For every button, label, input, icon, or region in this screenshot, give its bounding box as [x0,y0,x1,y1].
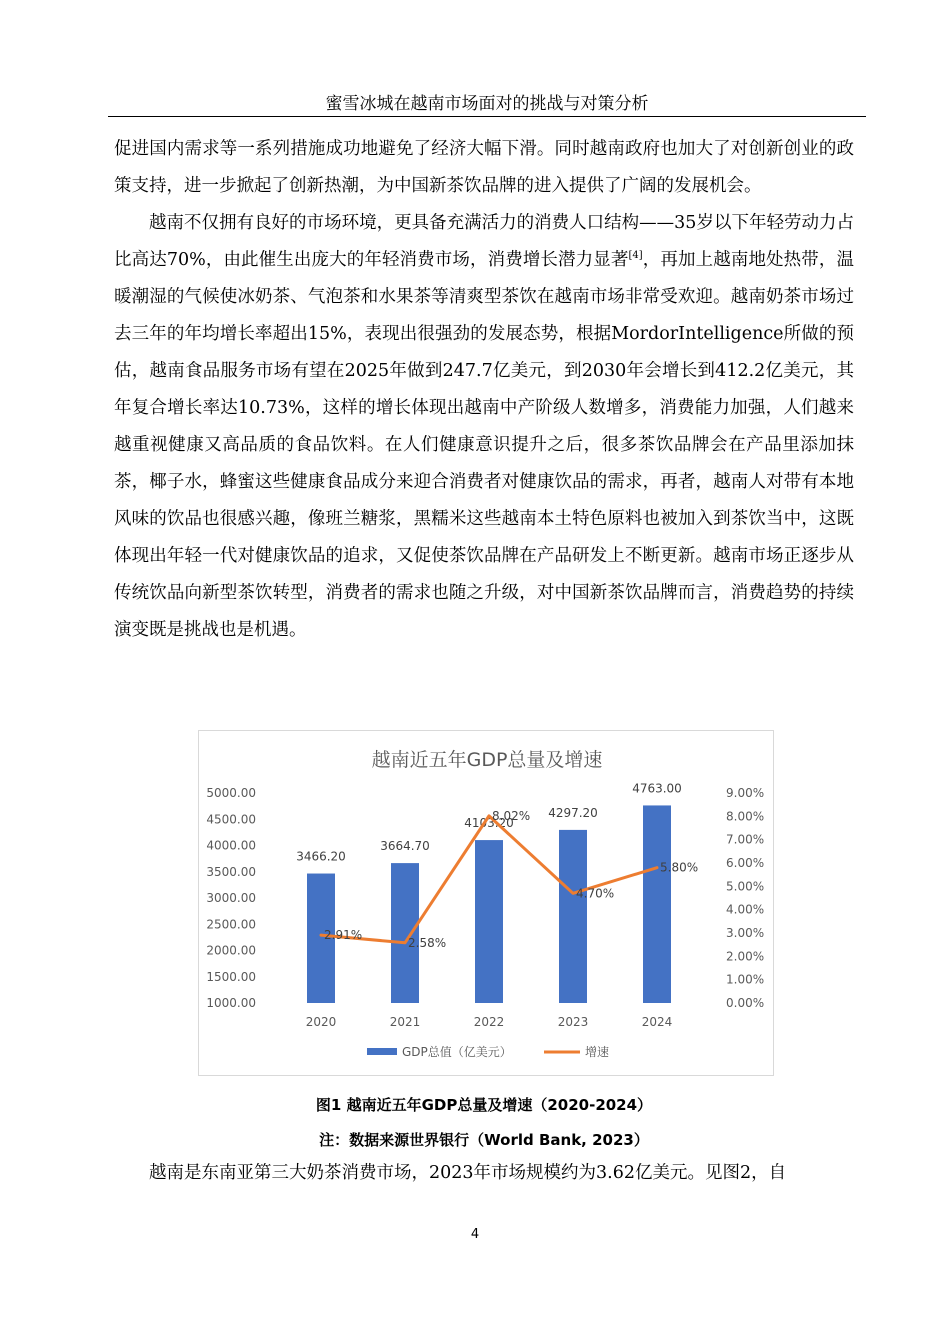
line-data-label: 4.70% [576,886,615,901]
y-right-tick-label: 7.00% [726,832,765,847]
y-right-tick-label: 4.00% [726,902,765,917]
x-tick-label: 2023 [557,1015,589,1029]
paragraph-2 [114,205,854,649]
gdp-chart [198,730,774,1076]
paragraph-1: 促进国内需求等一系列措施成功地避免了经济大幅下滑。同时越南政府也加大了对创新创业的政策支持，进一步掀起了创新热潮，为中国新茶饮品牌的进入提供了广阔的发展机会。 [114,139,854,196]
y-left-tick-label: 2000.00 [206,943,256,958]
x-tick-label: 2022 [473,1015,505,1029]
line-data-label: 8.02% [492,808,531,823]
bar-data-label: 3664.70 [380,839,430,854]
y-right-tick-label: 0.00% [726,996,765,1010]
figure-note: 注：数据来源世界银行（World Bank, 2023） [319,1131,649,1149]
x-tick-label: 2020 [305,1015,337,1029]
citation-ref[interactable]: [4] [628,250,643,262]
bar-data-label: 4297.20 [548,805,598,820]
paragraph-2-part-1: 越南不仅拥有良好的市场环境，更具备充满活力的消费人口结构——35岁以下年轻劳动力占比高达70%，由此催生出庞大的年轻消费市场，消费增长潜力显著 [114,213,854,270]
figure-caption: 图1 越南近五年GDP总量及增速（2020-2024） [315,1096,653,1114]
bar-data-label: 3466.20 [296,849,346,864]
x-tick-label: 2021 [389,1015,421,1029]
paragraph-2-part-2: ，再加上越南地处热带，温暖潮湿的气候使冰奶茶、气泡茶和水果茶等清爽型茶饮在越南市场非常受欢迎。越南奶茶市场过去三年的年均增长率超出15%，表现出很强劲的发展态势，根据MordorIntelligence所做的预估，越南食品服务市场有望在2025年做到247.7亿美元，到2030年会增长到412.2亿美元，其年复合增长率达10.73%，这样的增长体现出越南中产阶级人数增多，消费能力加强，人们越来越重视健康又高品质的食品饮料。在人们健康意识提升之后，很多茶饮品牌会在产品里添加抹茶，椰子水，蜂蜜这些健康食品成分来迎合消费者对健康饮品的需求，再者，越南人对带有本地风味的饮品也很感兴趣，像班兰糖浆，黑糯米这些越南本土特色原料也被加入到茶饮当中，这既体现出年轻一代对健康饮品的追求，又促使茶饮品牌在产品研发上不断更新。越南市场正逐步从传统饮品向新型茶饮转型，消费者的需求也随之升级，对中国新茶饮品牌而言，消费趋势的持续演变既是挑战也是机遇。 [114,250,854,640]
chart-title: 越南近五年GDP总量及增速 [371,749,603,771]
line-data-label: 2.58% [408,935,447,950]
y-left-tick-label: 3500.00 [206,864,256,879]
y-right-tick-label: 3.00% [726,926,765,940]
legend-label-gdp: GDP总值（亿美元） [402,1045,512,1059]
legend-swatch-gdp [367,1048,397,1055]
y-right-tick-label: 2.00% [726,949,765,964]
y-right-tick-label: 6.00% [726,856,765,870]
y-left-tick-label: 1000.00 [206,996,256,1010]
y-left-tick-label: 4000.00 [206,838,256,853]
y-right-tick-label: 9.00% [726,786,765,800]
paragraph-3: 越南是东南亚第三大奶茶消费市场，2023年市场规模约为3.62亿美元。见图2，自 [149,1163,787,1183]
y-left-tick-label: 3000.00 [206,891,256,905]
header-rule [108,116,866,117]
y-right-tick-label: 8.00% [726,809,765,824]
line-data-label: 2.91% [324,928,363,943]
gdp-chart-svg [199,731,775,1077]
bar-2024 [643,805,671,1003]
bar-2021 [391,863,419,1003]
x-tick-label: 2024 [641,1015,673,1029]
page-header-title: 蜜雪冰城在越南市场面对的挑战与对策分析 [325,94,649,114]
line-data-label: 5.80% [660,860,699,875]
page-number: 4 [470,1227,480,1242]
y-left-tick-label: 4500.00 [206,812,256,827]
y-left-tick-label: 1500.00 [206,969,256,984]
y-left-tick-label: 5000.00 [206,786,256,800]
y-left-tick-label: 2500.00 [206,917,256,932]
y-right-tick-label: 5.00% [726,879,765,894]
legend-label-growth: 增速 [585,1045,610,1059]
bar-2023 [559,830,587,1003]
bar-data-label: 4763.00 [632,781,682,796]
bar-2022 [475,840,503,1003]
y-right-tick-label: 1.00% [726,972,765,987]
body-text [114,131,854,649]
bar-data-label: 4103.20 [464,816,514,831]
